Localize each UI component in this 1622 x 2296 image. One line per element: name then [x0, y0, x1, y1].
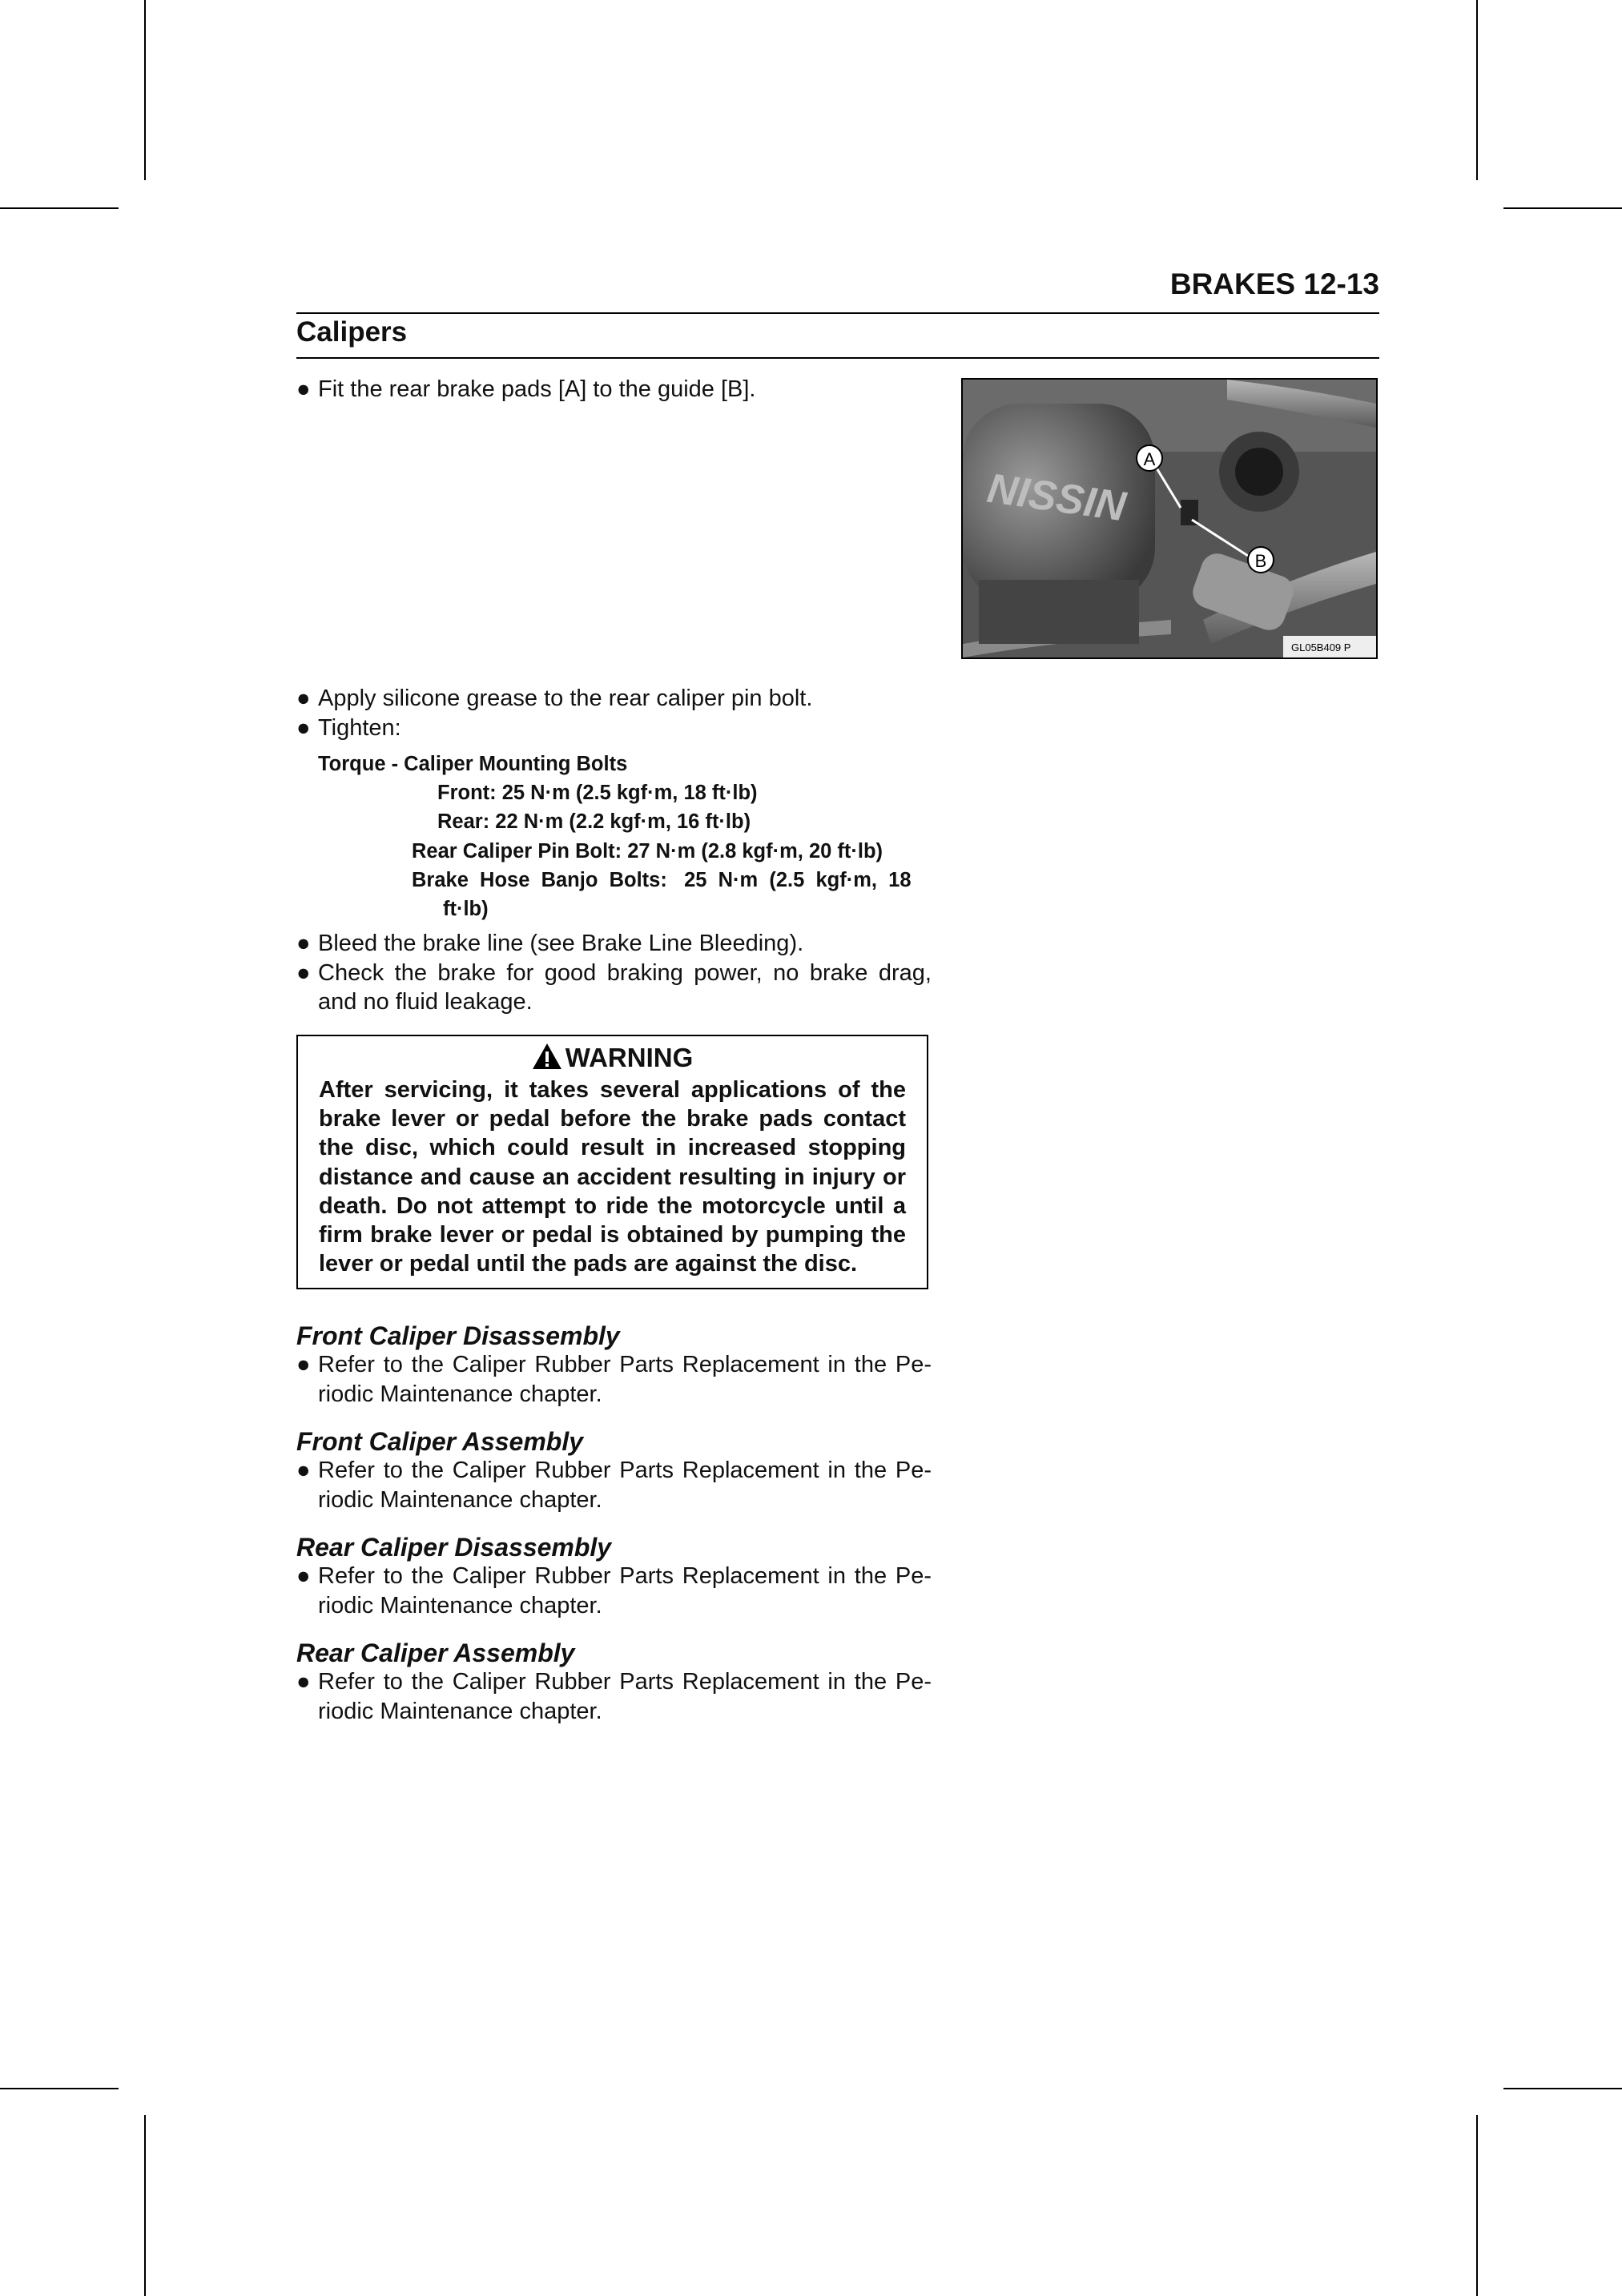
crop-mark: [1503, 2088, 1622, 2089]
subsection-body: [296, 1350, 932, 1409]
crop-mark: [144, 0, 146, 180]
step-text: Refer to the Caliper Rubber Parts Replacement in the Pe-riodic Maintenance chapter.: [318, 1352, 932, 1407]
torque-line: Rear Caliper Pin Bolt: 27 N·m (2.8 kgf·m, 20 ft·lb): [412, 839, 883, 863]
bullet-dot-icon: ●: [296, 1352, 311, 1377]
torque-line: ft·lb): [443, 898, 489, 921]
subsection-title: Front Caliper Disassembly: [296, 1321, 620, 1350]
list-item: [296, 959, 932, 1017]
warning-title: [298, 1043, 927, 1072]
step-text: Tighten:: [318, 714, 401, 741]
list-item: [296, 684, 932, 714]
callout-a: A: [1143, 449, 1156, 469]
step-text: Refer to the Caliper Rubber Parts Replacement in the Pe-riodic Maintenance chapter.: [318, 1669, 932, 1724]
step-text: Refer to the Caliper Rubber Parts Replacement in the Pe-riodic Maintenance chapter.: [318, 1458, 932, 1513]
bullet-dot-icon: ●: [296, 714, 311, 741]
crop-mark: [0, 2088, 119, 2089]
torque-line: Torque - Caliper Mounting Bolts: [318, 753, 628, 775]
page-header: [296, 264, 1379, 314]
subsection-title: Front Caliper Assembly: [296, 1427, 584, 1456]
bullet-dot-icon: ●: [296, 1669, 311, 1695]
chapter-page-title: BRAKES 12-13: [1169, 267, 1379, 300]
crop-mark: [144, 2115, 146, 2296]
warning-box: [296, 1035, 928, 1289]
section-title: Calipers: [296, 312, 1379, 359]
steps-after: [296, 929, 932, 1017]
step-text: Bleed the brake line (see Brake Line Bleeding).: [318, 931, 804, 956]
bullet-dot-icon: ●: [296, 931, 311, 956]
list-item: [296, 929, 932, 959]
subsection-body: [296, 1667, 932, 1726]
caliper-photo: [961, 378, 1378, 659]
bullet-dot-icon: ●: [296, 959, 311, 986]
torque-line: Front: 25 N·m (2.5 kgf·m, 18 ft·lb): [437, 782, 758, 805]
caliper-photo-illustration: [963, 380, 1376, 657]
nissin-logo: NISSIN: [984, 464, 1129, 531]
bullet-dot-icon: ●: [296, 376, 311, 402]
bullet-dot-icon: ●: [296, 1563, 311, 1589]
list-item: [296, 1667, 932, 1726]
callout-b: B: [1254, 551, 1267, 571]
warning-text: After servicing, it takes several applications of the brake lever or pedal before the brake pads contact the disc, which could result in increased stopping distance and cause an accident resulting in injury or death. Do not attempt to ride the motorcycle until a firm brake lever or pedal is obtained by pumping the lever or pedal until the pads are against the disc.: [319, 1077, 906, 1277]
step-text: Apply silicone grease to the rear caliper pin bolt.: [318, 686, 813, 711]
subsection-body: [296, 1562, 932, 1620]
list-item: [296, 714, 932, 743]
crop-mark: [1476, 2115, 1478, 2296]
crop-mark: [0, 207, 119, 209]
crop-mark: [1503, 207, 1622, 209]
step-text: Fit the rear brake pads [A] to the guide [B].: [318, 376, 756, 402]
list-item: [296, 1350, 932, 1409]
torque-line: Brake Hose Banjo Bolts: 25 N·m (2.5 kgf·m, 18: [412, 868, 912, 891]
torque-line: Rear: 22 N·m (2.2 kgf·m, 16 ft·lb): [437, 810, 751, 834]
step-text: Refer to the Caliper Rubber Parts Replacement in the Pe-riodic Maintenance chapter.: [318, 1563, 932, 1618]
subsection-title: Rear Caliper Disassembly: [296, 1533, 612, 1562]
list-item: [296, 375, 932, 404]
bullet-dot-icon: ●: [296, 686, 311, 711]
list-item: [296, 1562, 932, 1620]
bullet-dot-icon: ●: [296, 1458, 311, 1483]
warning-triangle-icon: [532, 1043, 562, 1070]
steps-mid: [296, 684, 932, 742]
step-text: Check the brake for good braking power, no brake drag, and no fluid leakage.: [318, 959, 932, 1015]
warning-label: WARNING: [565, 1043, 694, 1072]
subsection-title: Rear Caliper Assembly: [296, 1639, 575, 1667]
list-item: [296, 1456, 932, 1514]
figure-code: GL05B409 P: [1291, 641, 1351, 653]
steps-top: [296, 375, 932, 404]
crop-mark: [1476, 0, 1478, 180]
torque-specs: [318, 750, 932, 923]
subsection-body: [296, 1456, 932, 1514]
